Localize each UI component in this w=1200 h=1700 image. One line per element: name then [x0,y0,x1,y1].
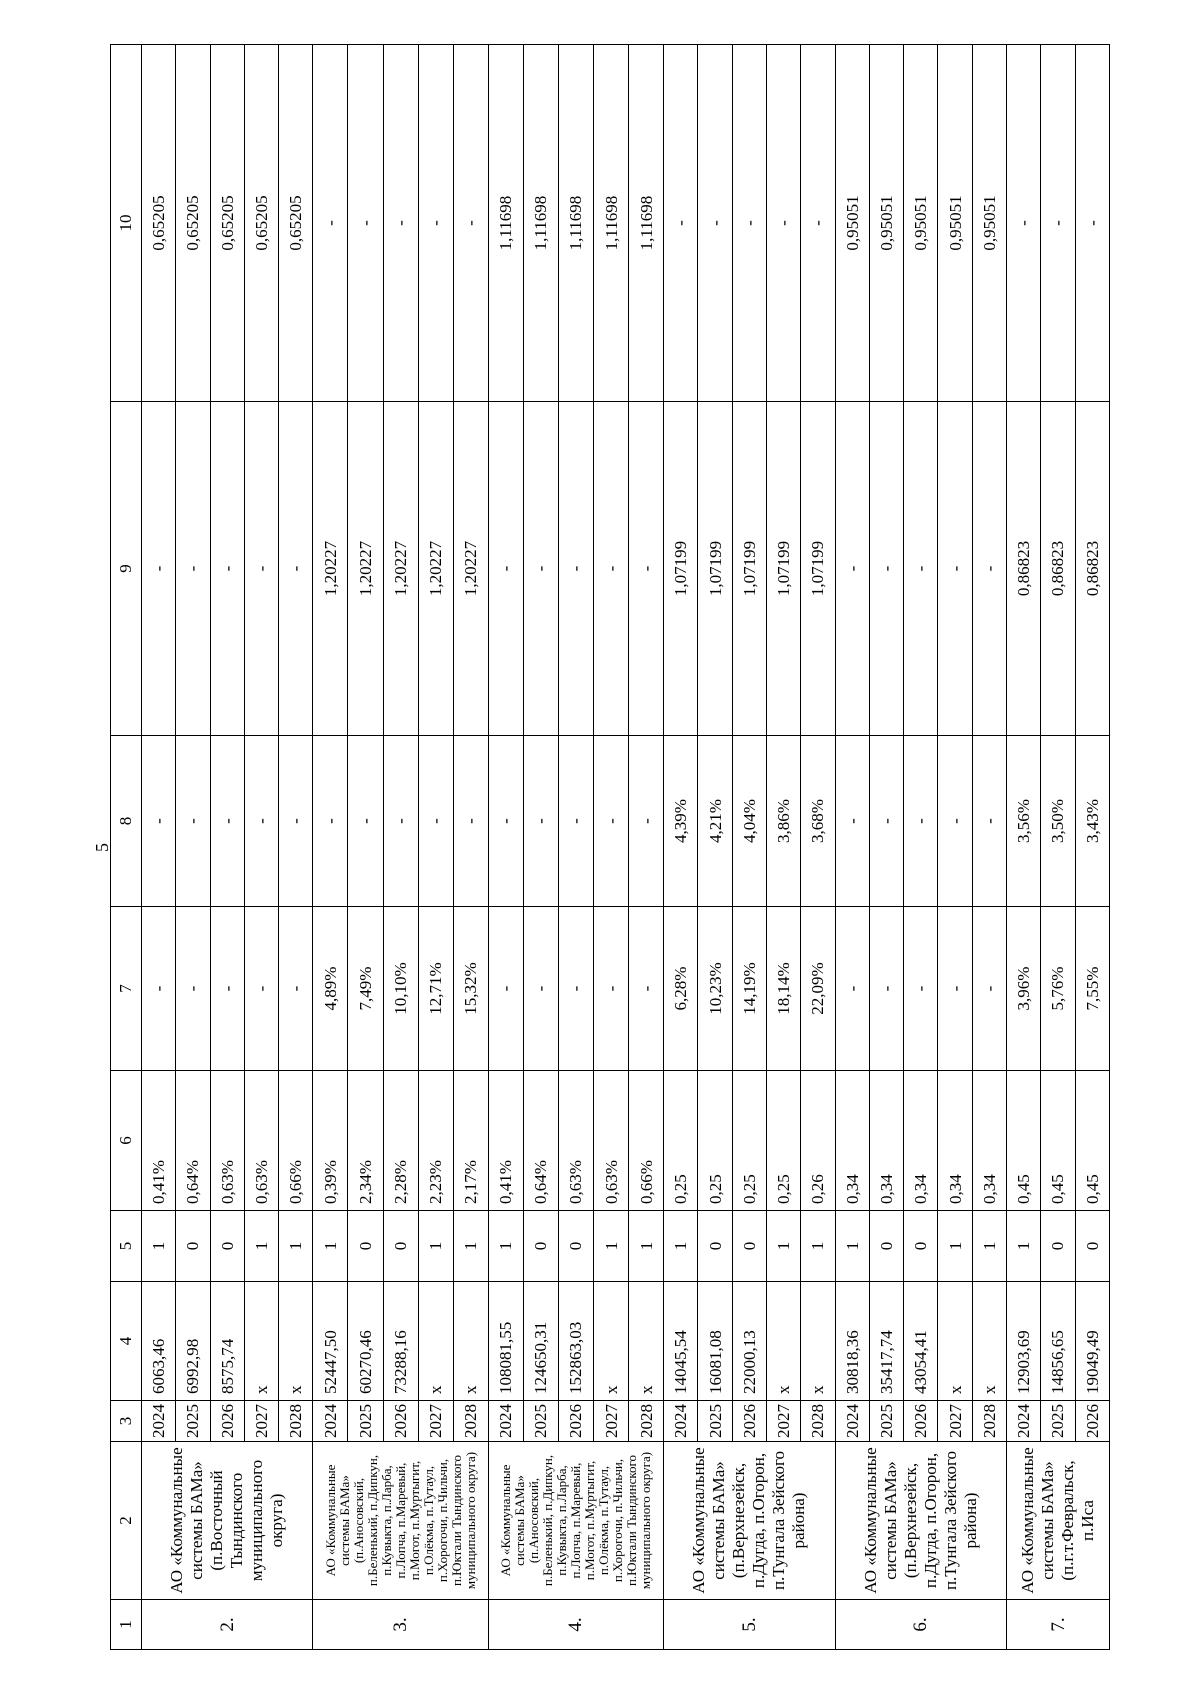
organization-cell: АО «Коммунальные системы БАМа» (п.Аносовский, п.Беленький, п.Дипкун, п.Кувыкта, п.Ларба, п.Лопча, п.Маревый, п.Могот, п.Муртыгит, п.Олёкма, п.Тутаул, п.Хорогочи, п.Чильчи, п.Юктали Тындинского муниципального округа) [488,1442,663,1600]
table-cell-col-5: 0 [383,1211,418,1282]
table-cell-col-9: - [142,402,176,736]
table-row [313,45,348,1650]
table-cell-col-8: - [348,736,383,907]
table-cell-col-8: 3,56% [1007,736,1041,907]
table-cell-col-10: - [1075,45,1109,402]
table-cell-col-4: 152863,03 [558,1282,593,1401]
table-cell-col-5: 1 [142,1211,176,1282]
table-cell-col-5: 1 [594,1211,629,1282]
table-row [698,45,732,1650]
table-cell-col-6: 0,25 [732,1071,766,1211]
table-cell-col-8: - [558,736,593,907]
table-cell-col-9: 1,20227 [313,402,348,736]
table-cell-col-7: - [210,907,244,1071]
table-cell-col-3: 2025 [698,1401,732,1442]
table-cell-col-10: - [383,45,418,402]
table-cell-col-5: 1 [279,1211,313,1282]
table-cell-col-8: 4,04% [732,736,766,907]
table-cell-col-3: 2028 [801,1401,835,1442]
table-row [383,45,418,1650]
table-row [904,45,938,1650]
table-cell-col-4: 6992,98 [176,1282,210,1401]
table-cell-col-6: 0,25 [664,1071,698,1211]
table-cell-col-3: 2028 [279,1401,313,1442]
table-cell-col-3: 2024 [835,1401,869,1442]
header-cell: 4 [111,1282,142,1401]
rotated-page [90,45,1110,1650]
table-cell-col-10: 1,11698 [523,45,558,402]
table-cell-col-6: 0,63% [594,1071,629,1211]
table-row [869,45,903,1650]
table-cell-col-3: 2027 [244,1401,278,1442]
header-cell: 7 [111,907,142,1071]
table-cell-col-7: - [835,907,869,1071]
table-cell-col-7: - [629,907,664,1071]
table-cell-col-9: - [972,402,1006,736]
table-cell-col-10: 0,65205 [142,45,176,402]
table-row [938,45,972,1650]
header-cell: 10 [111,45,142,402]
table-cell-col-3: 2025 [869,1401,903,1442]
row-number-cell: 4. [488,1600,663,1650]
table-row [767,45,801,1650]
table-cell-col-10: 0,65205 [176,45,210,402]
table-cell-col-9: - [244,402,278,736]
table-cell-col-7: 7,49% [348,907,383,1071]
table-cell-col-4: x [594,1282,629,1401]
table-cell-col-9: 1,07199 [664,402,698,736]
table-cell-col-6: 0,41% [142,1071,176,1211]
table-cell-col-7: 3,96% [1007,907,1041,1071]
table-cell-col-9: - [938,402,972,736]
table-cell-col-7: - [558,907,593,1071]
table-cell-col-4: 52447,50 [313,1282,348,1401]
table-cell-col-3: 2027 [938,1401,972,1442]
table-cell-col-6: 0,45 [1075,1071,1109,1211]
table-cell-col-6: 2,17% [453,1071,488,1211]
table-cell-col-7: 15,32% [453,907,488,1071]
table-cell-col-8: - [176,736,210,907]
table-cell-col-7: - [279,907,313,1071]
table-cell-col-6: 0,34 [869,1071,903,1211]
header-cell: 6 [111,1071,142,1211]
table-cell-col-10: 1,11698 [594,45,629,402]
table-cell-col-10: - [664,45,698,402]
table-cell-col-10: 0,65205 [210,45,244,402]
table-cell-col-7: 22,09% [801,907,835,1071]
table-cell-col-7: 10,10% [383,907,418,1071]
table-cell-col-7: - [938,907,972,1071]
table-cell-col-8: - [972,736,1006,907]
table-row [244,45,278,1650]
table-cell-col-9: 1,20227 [348,402,383,736]
table-cell-col-5: 1 [1007,1211,1041,1282]
table-cell-col-6: 0,45 [1007,1071,1041,1211]
table-cell-col-9: 1,20227 [418,402,453,736]
table-cell-col-8: - [383,736,418,907]
row-number-cell: 3. [313,1600,488,1650]
table-cell-col-4: 14045,54 [664,1282,698,1401]
table-cell-col-7: - [176,907,210,1071]
table-cell-col-10: 1,11698 [629,45,664,402]
table-cell-col-9: - [523,402,558,736]
table-cell-col-8: 3,50% [1041,736,1075,907]
table-cell-col-5: 1 [835,1211,869,1282]
organization-cell: АО «Коммунальные системы БАМа» (п.Восточный Тындинского муниципального округа) [142,1442,313,1600]
table-cell-col-3: 2025 [523,1401,558,1442]
table-cell-col-6: 0,26 [801,1071,835,1211]
table-cell-col-4: 30818,36 [835,1282,869,1401]
table-cell-col-9: 1,07199 [767,402,801,736]
header-cell: 1 [111,1600,142,1650]
table-cell-col-6: 0,45 [1041,1071,1075,1211]
table-cell-col-7: 10,23% [698,907,732,1071]
table-row [835,45,869,1650]
table-cell-col-7: - [488,907,523,1071]
table-cell-col-10: - [732,45,766,402]
table-cell-col-6: 0,66% [629,1071,664,1211]
table-cell-col-9: - [869,402,903,736]
table-cell-col-5: 1 [488,1211,523,1282]
table-row [972,45,1006,1650]
table-cell-col-5: 0 [904,1211,938,1282]
table-cell-col-7: - [904,907,938,1071]
table-cell-col-3: 2026 [904,1401,938,1442]
table-row [594,45,629,1650]
table-cell-col-4: 22000,13 [732,1282,766,1401]
table-cell-col-9: 1,07199 [698,402,732,736]
table-cell-col-4: x [972,1282,1006,1401]
header-cell: 2 [111,1442,142,1600]
table-row [664,45,698,1650]
table-cell-col-9: 1,07199 [801,402,835,736]
table-cell-col-7: 18,14% [767,907,801,1071]
table-cell-col-8: - [453,736,488,907]
table-cell-col-4: 108081,55 [488,1282,523,1401]
table-cell-col-7: - [594,907,629,1071]
table-cell-col-10: - [1041,45,1075,402]
table-cell-col-7: - [244,907,278,1071]
table-cell-col-10: - [418,45,453,402]
table-cell-col-8: - [313,736,348,907]
table-cell-col-4: 6063,46 [142,1282,176,1401]
tariff-table [110,44,1110,1650]
table-cell-col-10: - [313,45,348,402]
table-cell-col-8: - [904,736,938,907]
table-row [453,45,488,1650]
table-cell-col-5: 0 [348,1211,383,1282]
table-cell-col-7: - [869,907,903,1071]
table-cell-col-3: 2024 [488,1401,523,1442]
table-cell-col-6: 0,25 [767,1071,801,1211]
table-cell-col-3: 2026 [383,1401,418,1442]
table-cell-col-7: 6,28% [664,907,698,1071]
table-cell-col-8: - [835,736,869,907]
table-cell-col-8: - [418,736,453,907]
table-row [210,45,244,1650]
table-cell-col-5: 0 [523,1211,558,1282]
table-cell-col-7: 14,19% [732,907,766,1071]
table-cell-col-8: - [869,736,903,907]
table-cell-col-6: 0,34 [938,1071,972,1211]
table-cell-col-10: - [767,45,801,402]
table-row [418,45,453,1650]
table-cell-col-4: x [938,1282,972,1401]
table-cell-col-5: 0 [698,1211,732,1282]
table-row [279,45,313,1650]
table-cell-col-6: 0,63% [210,1071,244,1211]
table-cell-col-6: 0,66% [279,1071,313,1211]
row-number-cell: 6. [835,1600,1006,1650]
table-cell-col-3: 2027 [418,1401,453,1442]
header-row [111,45,142,1650]
table-row [488,45,523,1650]
table-cell-col-7: 4,89% [313,907,348,1071]
table-cell-col-10: 1,11698 [558,45,593,402]
table-row [348,45,383,1650]
table-cell-col-9: - [594,402,629,736]
table-cell-col-10: 0,95051 [835,45,869,402]
table-cell-col-10: 0,95051 [904,45,938,402]
table-cell-col-9: - [176,402,210,736]
table-cell-col-6: 0,34 [904,1071,938,1211]
table-cell-col-8: - [594,736,629,907]
table-cell-col-9: 1,20227 [453,402,488,736]
table-cell-col-6: 0,63% [558,1071,593,1211]
table-cell-col-4: 60270,46 [348,1282,383,1401]
table-cell-col-6: 0,41% [488,1071,523,1211]
table-cell-col-3: 2027 [767,1401,801,1442]
table-cell-col-6: 0,39% [313,1071,348,1211]
table-cell-col-10: - [801,45,835,402]
table-cell-col-10: - [698,45,732,402]
table-cell-col-10: 0,65205 [244,45,278,402]
table-cell-col-3: 2028 [629,1401,664,1442]
table-cell-col-7: 12,71% [418,907,453,1071]
table-cell-col-5: 1 [244,1211,278,1282]
table-cell-col-7: - [972,907,1006,1071]
table-cell-col-9: - [904,402,938,736]
table-cell-col-8: - [279,736,313,907]
row-number-cell: 2. [142,1600,313,1650]
table-row [801,45,835,1650]
table-cell-col-9: 0,86823 [1007,402,1041,736]
table-cell-col-9: - [629,402,664,736]
table-cell-col-3: 2028 [453,1401,488,1442]
header-cell: 9 [111,402,142,736]
table-cell-col-6: 0,63% [244,1071,278,1211]
table-cell-col-8: - [210,736,244,907]
table-cell-col-3: 2026 [210,1401,244,1442]
table-cell-col-10: 0,95051 [869,45,903,402]
table-cell-col-8: - [629,736,664,907]
table-cell-col-5: 1 [801,1211,835,1282]
table-cell-col-7: 7,55% [1075,907,1109,1071]
table-cell-col-3: 2026 [732,1401,766,1442]
table-cell-col-8: - [142,736,176,907]
table-cell-col-7: 5,76% [1041,907,1075,1071]
table-cell-col-3: 2024 [664,1401,698,1442]
table-cell-col-4: x [801,1282,835,1401]
table-cell-col-8: 4,21% [698,736,732,907]
table-cell-col-9: - [558,402,593,736]
table-cell-col-4: x [629,1282,664,1401]
table-cell-col-5: 1 [664,1211,698,1282]
table-cell-col-5: 0 [1041,1211,1075,1282]
table-cell-col-6: 0,34 [835,1071,869,1211]
table-cell-col-8: - [244,736,278,907]
table-cell-col-5: 1 [972,1211,1006,1282]
page-number: 5 [92,843,112,852]
table-cell-col-8: - [488,736,523,907]
organization-cell: АО «Коммунальные системы БАМа» (п.г.т.Февральск, п.Иса [1007,1442,1110,1600]
table-cell-col-6: 0,64% [176,1071,210,1211]
table-cell-col-4: 8575,74 [210,1282,244,1401]
table-cell-col-3: 2028 [972,1401,1006,1442]
table-cell-col-5: 0 [558,1211,593,1282]
table-cell-col-6: 2,28% [383,1071,418,1211]
table-cell-col-10: - [348,45,383,402]
table-cell-col-9: 1,20227 [383,402,418,736]
table-cell-col-6: 0,64% [523,1071,558,1211]
header-cell: 3 [111,1401,142,1442]
table-cell-col-7: - [142,907,176,1071]
organization-cell: АО «Коммунальные системы БАМа» (п.Аносовский, п.Беленький, п.Дипкун, п.Кувыкта, п.Ларба, п.Лопча, п.Маревый, п.Могот, п.Муртыгит, п.Олёкма, п.Тутаул, п.Хорогочи, п.Чильчи, п.Юктали Тындинского муниципального округа) [313,1442,488,1600]
table-cell-col-6: 0,25 [698,1071,732,1211]
table-cell-col-9: 1,07199 [732,402,766,736]
table-cell-col-5: 1 [629,1211,664,1282]
header-cell: 8 [111,736,142,907]
table-cell-col-4: 12903,69 [1007,1282,1041,1401]
table-cell-col-10: 1,11698 [488,45,523,402]
table-cell-col-4: x [244,1282,278,1401]
organization-cell: АО «Коммунальные системы БАМа» (п.Верхнезейск, п.Дугда, п.Огорон, п.Тунгала Зейского района) [664,1442,835,1600]
table-cell-col-4: 19049,49 [1075,1282,1109,1401]
table-cell-col-4: x [767,1282,801,1401]
table-row [1007,45,1041,1650]
table-cell-col-9: - [210,402,244,736]
organization-cell: АО «Коммунальные системы БАМа» (п.Верхнезейск, п.Дугда, п.Огорон, п.Тунгала Зейского района) [835,1442,1006,1600]
table-cell-col-8: 3,68% [801,736,835,907]
table-cell-col-7: - [523,907,558,1071]
table-cell-col-5: 1 [938,1211,972,1282]
table-row [176,45,210,1650]
table-cell-col-10: 0,65205 [279,45,313,402]
table-cell-col-5: 1 [313,1211,348,1282]
table-row [523,45,558,1650]
table-cell-col-8: - [523,736,558,907]
table-row [1041,45,1075,1650]
table-cell-col-6: 2,34% [348,1071,383,1211]
header-cell: 5 [111,1211,142,1282]
table-cell-col-4: 43054,41 [904,1282,938,1401]
table-cell-col-5: 0 [869,1211,903,1282]
table-cell-col-10: - [453,45,488,402]
table-cell-col-4: 73288,16 [383,1282,418,1401]
table-cell-col-4: 35417,74 [869,1282,903,1401]
row-number-cell: 7. [1007,1600,1110,1650]
table-cell-col-6: 0,34 [972,1071,1006,1211]
table-cell-col-5: 1 [767,1211,801,1282]
table-cell-col-10: - [1007,45,1041,402]
table-cell-col-4: x [279,1282,313,1401]
table-cell-col-5: 0 [1075,1211,1109,1282]
table-row [1075,45,1109,1650]
table-row [558,45,593,1650]
table-cell-col-9: - [279,402,313,736]
table-cell-col-8: 3,86% [767,736,801,907]
table-row [142,45,176,1650]
table-row [732,45,766,1650]
table-cell-col-3: 2025 [1041,1401,1075,1442]
table-cell-col-3: 2026 [1075,1401,1109,1442]
table-cell-col-8: 3,43% [1075,736,1109,907]
table-cell-col-6: 2,23% [418,1071,453,1211]
table-cell-col-4: 16081,08 [698,1282,732,1401]
table-cell-col-10: 0,95051 [972,45,1006,402]
table-cell-col-8: - [938,736,972,907]
table-cell-col-3: 2025 [348,1401,383,1442]
table-cell-col-3: 2026 [558,1401,593,1442]
table-cell-col-4: 124650,31 [523,1282,558,1401]
table-cell-col-4: x [418,1282,453,1401]
row-number-cell: 5. [664,1600,835,1650]
table-cell-col-9: - [488,402,523,736]
table-body [142,45,1110,1650]
table-cell-col-8: 4,39% [664,736,698,907]
table-cell-col-10: 0,95051 [938,45,972,402]
table-cell-col-5: 0 [210,1211,244,1282]
table-cell-col-3: 2025 [176,1401,210,1442]
table-cell-col-9: - [835,402,869,736]
table-cell-col-9: 0,86823 [1041,402,1075,736]
table-cell-col-5: 1 [453,1211,488,1282]
table-cell-col-4: x [453,1282,488,1401]
table-cell-col-3: 2024 [313,1401,348,1442]
table-cell-col-3: 2027 [594,1401,629,1442]
table-cell-col-4: 14856,65 [1041,1282,1075,1401]
table-cell-col-5: 0 [176,1211,210,1282]
table-cell-col-3: 2024 [1007,1401,1041,1442]
table-cell-col-9: 0,86823 [1075,402,1109,736]
table-cell-col-5: 0 [732,1211,766,1282]
table-cell-col-5: 1 [418,1211,453,1282]
table-cell-col-3: 2024 [142,1401,176,1442]
table-row [629,45,664,1650]
